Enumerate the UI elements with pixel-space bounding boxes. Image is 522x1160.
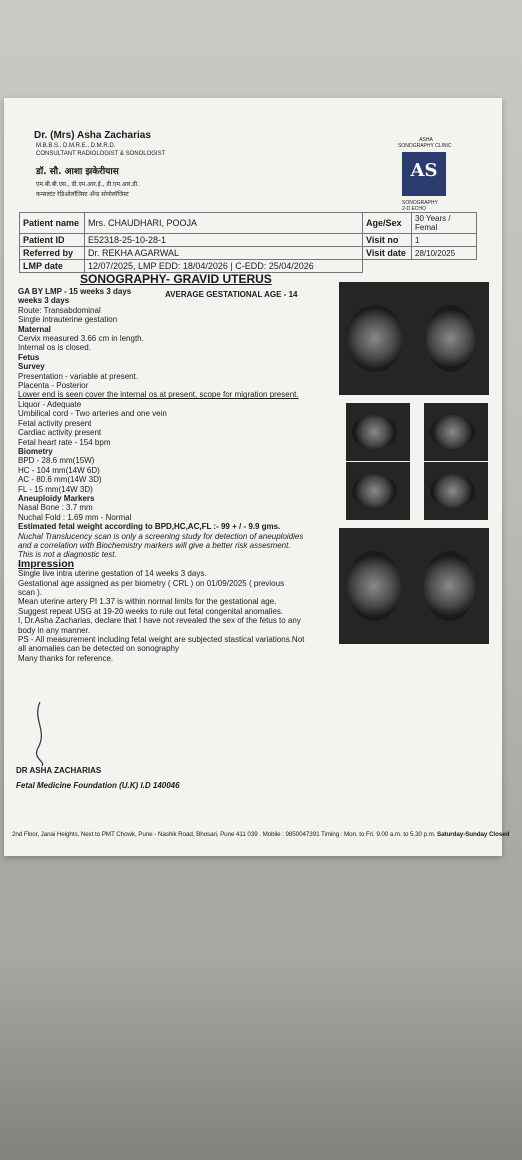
report-line: Impression <box>18 557 75 570</box>
report-line: AC - 80.6 mm(14W 3D) <box>18 475 102 485</box>
ultrasound-image <box>339 282 419 395</box>
report-line: Nuchal Fold : 1.69 mm - Normal <box>18 512 132 522</box>
report-line: Maternal <box>18 324 51 334</box>
report-line: I, Dr.Asha Zacharias, declare that I have not revealed the sex of the fetus to any <box>18 616 301 626</box>
empty-cell <box>412 260 477 273</box>
empty-cell <box>363 260 412 273</box>
report-line: Route: Transabdominal <box>18 305 101 315</box>
report-line: Estimated fetal weight according to BPD,HC,AC,FL :- 99 + / - 9.9 gms. <box>18 522 281 532</box>
report-line: Aneuploidy Markers <box>18 493 95 503</box>
table-row <box>20 260 477 273</box>
visit-date-value: 28/10/2025 <box>412 247 477 260</box>
report-line: Gestational age assigned as per biometry ( CRL ) on 01/09/2025 ( previous <box>18 578 285 588</box>
patient-id-label: Patient ID <box>20 234 85 247</box>
clinic-name-line2: SONOGRAPHY CLINIC <box>398 143 452 149</box>
clinic-service-line1: SONOGRAPHY <box>402 200 438 206</box>
referred-by-value: Dr. REKHA AGARWAL <box>85 247 363 260</box>
report-line: Cardiac activity present <box>18 428 102 438</box>
report-line: Internal os is closed. <box>18 343 91 353</box>
report-line: and a correlation with Biochemistry markers will give a better risk assesment. <box>18 540 291 550</box>
ultrasound-image <box>417 528 489 644</box>
footer-address-text: 2nd Floor, Janai Heights, Next to PMT Chowk, Pune - Nashik Road, Bhosari, Pune 411 039 . Mobile : 9850047391 Timing : Mon. to Fri. 9.00 a.m. to 5.30 p.m. <box>12 831 436 838</box>
lmp-date-value: 12/07/2025, LMP EDD: 18/04/2026 | C-EDD: 25/04/2026 <box>85 260 363 273</box>
report-line: scan ). <box>18 588 43 597</box>
ultrasound-image <box>339 528 417 644</box>
report-line: Many thanks for reference. <box>18 653 114 663</box>
report-line: Fetal heart rate - 154 bpm <box>18 437 111 447</box>
clinic-service-line2: 2-D ECHO <box>402 206 426 212</box>
report-line: body in any manner. <box>18 625 91 635</box>
patient-name-value: Mrs. CHAUDHARI, POOJA <box>85 213 363 234</box>
visit-no-value: 1 <box>412 234 477 247</box>
report-line: Umbilical cord - Two arteries and one vein <box>18 409 167 419</box>
average-gestational-age: AVERAGE GESTATIONAL AGE - 14 <box>165 290 298 299</box>
footer-address <box>12 831 509 838</box>
clinic-name-line1: ASHA <box>419 137 433 143</box>
patient-details-table <box>19 212 477 273</box>
report-line: PS - All measurement including fetal weight are subjected stastical variations.Not <box>18 635 305 645</box>
report-line: This is not a diagnostic test. <box>18 550 117 560</box>
doctor-qualifications-hindi: एम.बी.बी.एस., डी.एम.आर.ई., डी.एम.आर.डी. <box>36 181 139 188</box>
report-line: Suggest repeat USG at 19-20 weeks to rule out fetal congenital anomalies. <box>18 606 284 616</box>
footer-closed-text: Saturday-Sunday Closed <box>437 831 510 838</box>
report-line: Placenta - Posterior <box>18 381 89 391</box>
report-title: SONOGRAPHY- GRAVID UTERUS <box>80 272 272 286</box>
table-row <box>20 234 477 247</box>
table-row <box>20 247 477 260</box>
report-line: Liquor - Adequate <box>18 399 82 409</box>
report-line: Biometry <box>18 446 53 456</box>
patient-id-value: E52318-25-10-28-1 <box>85 234 363 247</box>
age-sex-value: 30 Years / Femal <box>412 213 477 234</box>
clinic-logo <box>402 152 446 196</box>
signature-mark <box>22 700 62 770</box>
report-line: Fetus <box>18 352 40 362</box>
report-line: Lower end is seen cover the internal os at present, scope for migration present. <box>18 390 299 400</box>
doctor-title: CONSULTANT RADIOLOGIST & SONOLOGIST <box>36 151 166 157</box>
report-line: Nasal Bone : 3.7 mm <box>18 503 93 513</box>
doctor-qualifications: M.B.B.S., D.M.R.E., D.M.R.D. <box>36 143 116 149</box>
report-line: Presentation - variable at present. <box>18 371 139 381</box>
doctor-title-hindi: कन्सल्टंट रेडिओलॉजिस्ट अँन्ड सोनोलॉजिस्ट <box>36 191 129 198</box>
report-line: Fetal activity present <box>18 418 92 428</box>
signatory-name: DR ASHA ZACHARIAS <box>16 766 102 775</box>
clinic-logo-text: AS <box>410 160 438 181</box>
report-line: FL - 15 mm(14W 3D) <box>18 484 93 494</box>
report-line: Single intrauterine gestation <box>18 315 118 325</box>
doctor-name: Dr. (Mrs) Asha Zacharias <box>34 130 151 141</box>
age-sex-label: Age/Sex <box>363 213 412 234</box>
report-line: BPD - 28.6 mm(15W) <box>18 456 95 466</box>
doctor-name-hindi: डॉ. सौ. आशा झकेरीयास <box>36 167 119 177</box>
visit-no-label: Visit no <box>363 234 412 247</box>
referred-by-label: Referred by <box>20 247 85 260</box>
report-line: all anomalies can be detected on sonography <box>18 644 179 654</box>
report-line: Single live intra uterine gestation of 14 weeks 3 days. <box>18 569 207 579</box>
ultrasound-image <box>424 403 488 461</box>
signatory-id: Fetal Medicine Foundation (U.K) I.D 140046 <box>16 781 180 790</box>
report-line: Cervix measured 3.66 cm in length. <box>18 334 144 344</box>
report-body <box>18 287 340 663</box>
report-line: GA BY LMP - 15 weeks 3 days <box>18 287 132 296</box>
report-line: HC - 104 mm(14W 6D) <box>18 465 100 475</box>
ultrasound-image <box>424 462 488 520</box>
table-row <box>20 213 477 234</box>
lmp-date-label: LMP date <box>20 260 85 273</box>
report-line: Survey <box>18 362 45 372</box>
patient-name-label: Patient name <box>20 213 85 234</box>
report-line: weeks 3 days <box>18 296 70 306</box>
visit-date-label: Visit date <box>363 247 412 260</box>
ultrasound-image <box>346 462 410 520</box>
report-line: Nuchal Translucency scan is only a screening study for detection of aneuploidies <box>18 531 304 541</box>
table-surface <box>0 860 522 1160</box>
report-line: Mean uterine artery PI 1.37 is within normal limits for the gestational age. <box>18 597 277 607</box>
ultrasound-image <box>346 403 410 461</box>
ultrasound-image <box>419 282 489 395</box>
